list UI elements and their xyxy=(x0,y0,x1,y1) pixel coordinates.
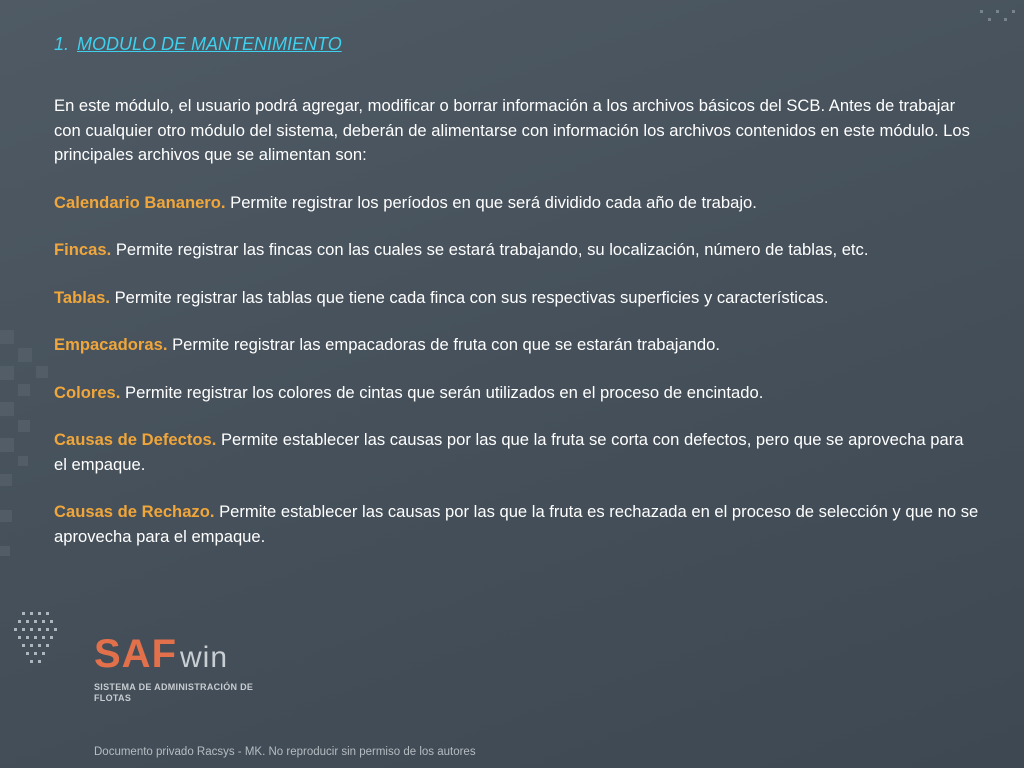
item-term: Empacadoras. xyxy=(54,335,168,354)
item-term: Fincas. xyxy=(54,240,112,259)
item-tablas xyxy=(54,286,979,311)
item-term: Tablas. xyxy=(54,287,110,307)
item-term: Calendario Bananero. xyxy=(54,192,226,212)
item-desc: Permite establecer las causas por las que la fruta es rechazada en el proceso de selección y que no se aprovecha para el empaque. xyxy=(54,502,979,546)
item-term: Colores. xyxy=(54,382,121,402)
item-desc: Permite registrar las fincas con las cuales se estará trabajando, su localización, número de tablas, etc. xyxy=(115,240,869,259)
safwin-logo xyxy=(94,634,254,704)
item-term: Causas de Rechazo. xyxy=(54,502,215,521)
item-causas-rechazo xyxy=(54,500,979,549)
item-empacadoras xyxy=(54,333,979,358)
item-calendario xyxy=(54,191,979,216)
item-colores xyxy=(54,381,979,406)
logo-subtitle: SISTEMA DE ADMINISTRACIÓN DE FLOTAS xyxy=(94,682,254,703)
slide-title xyxy=(54,34,342,55)
item-fincas xyxy=(54,238,979,263)
item-desc: Permite establecer las causas por las que la fruta se corta con defectos, pero que se aprovecha para el empaque. xyxy=(54,430,964,474)
item-desc: Permite registrar los colores de cintas que serán utilizados en el proceso de encintado. xyxy=(125,382,764,402)
title-text: MODULO DE MANTENIMIENTO xyxy=(77,34,342,54)
footer-notice: Documento privado Racsys - MK. No reproducir sin permiso de los autores xyxy=(94,746,476,758)
item-desc: Permite registrar las tablas que tiene cada finca con sus respectivas superficies y características. xyxy=(114,287,829,307)
item-desc: Permite registrar las empacadoras de fruta con que se estarán trabajando. xyxy=(172,335,720,354)
item-desc: Permite registrar los períodos en que será dividido cada año de trabajo. xyxy=(230,192,757,212)
item-term: Causas de Defectos. xyxy=(54,430,217,449)
item-causas-defectos xyxy=(54,428,979,477)
logo-wordmark: SAF win xyxy=(94,632,229,676)
slide-body xyxy=(54,94,979,572)
title-number: 1. xyxy=(54,34,70,54)
intro-paragraph: En este módulo, el usuario podrá agregar, modificar o borrar información a los archivos básicos del SCB. Antes de trabajar con cualquier otro módulo del sistema, deberán de alimentarse con información los archivos contenidos en este módulo. Los principales archivos que se alimentan son: xyxy=(54,96,970,164)
